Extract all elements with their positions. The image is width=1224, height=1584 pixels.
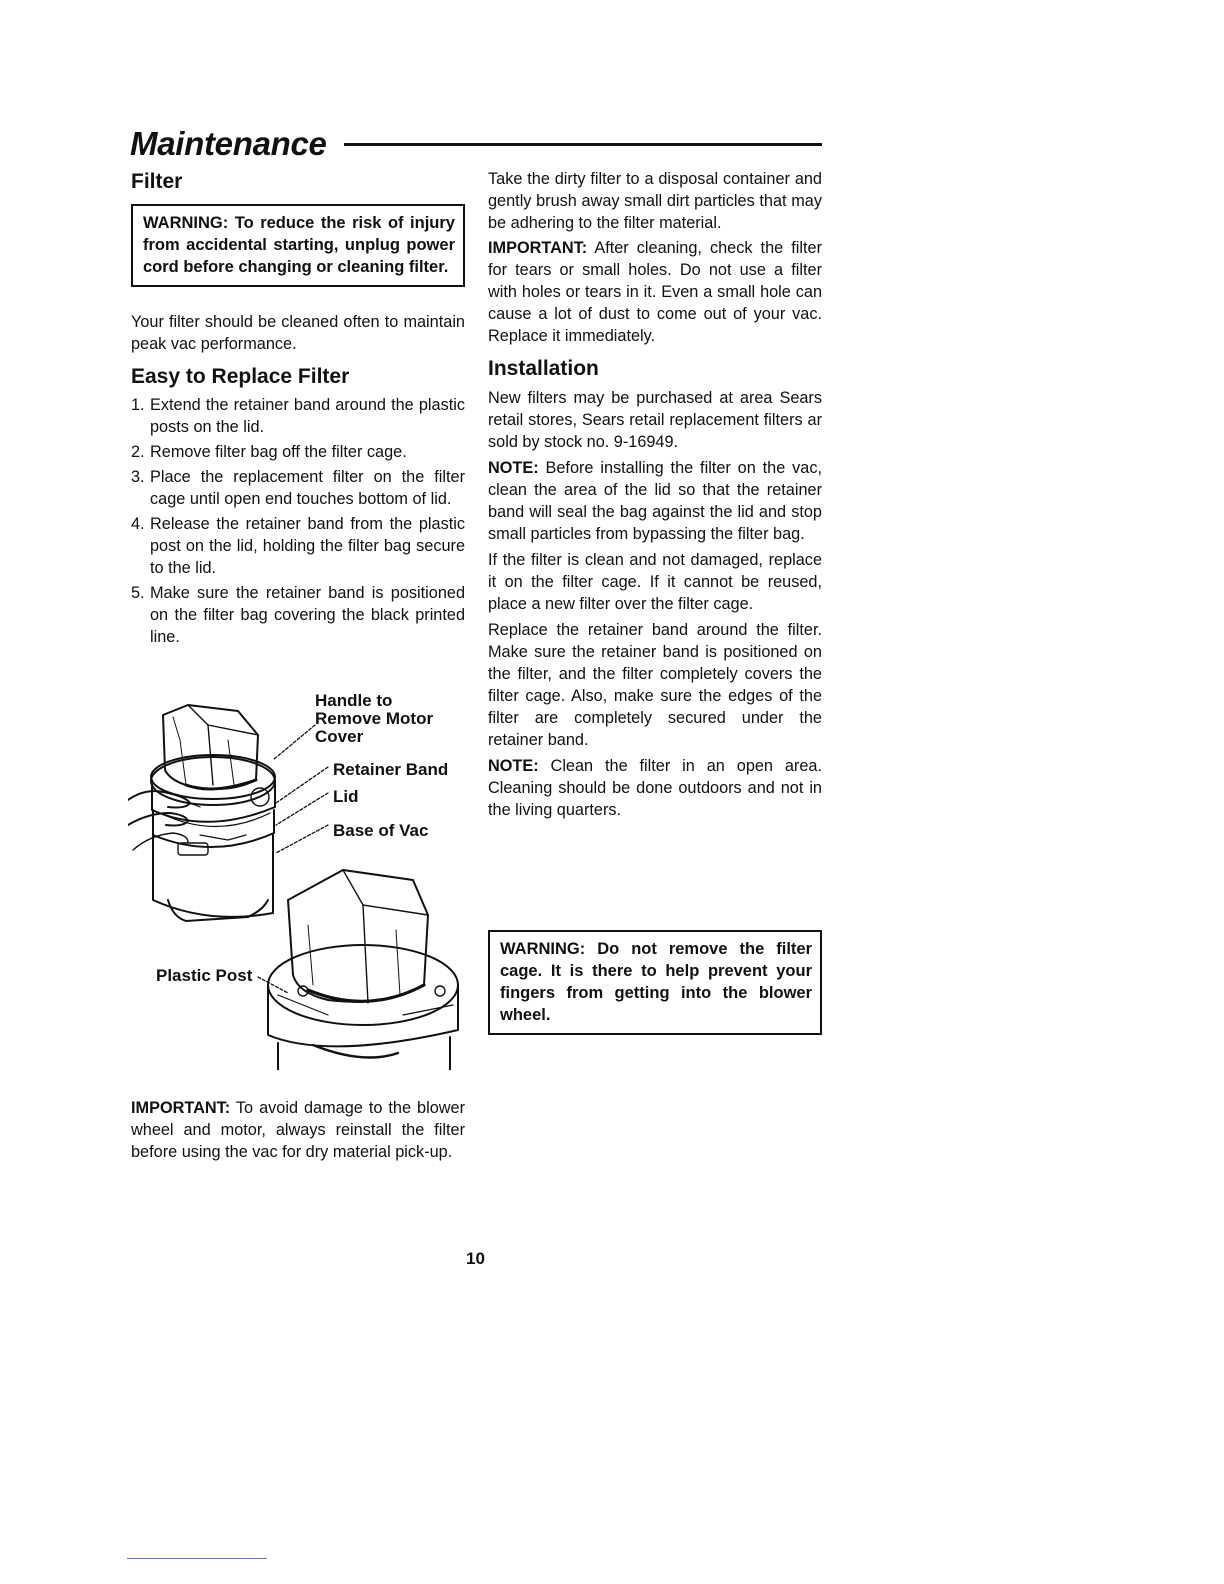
callout-leader-lines [258,725,328,993]
title-rule [344,143,822,146]
list-item [131,582,465,648]
step-number: 5. [131,584,145,602]
label-handle [315,692,433,746]
filter-intro-text: Your filter should be cleaned often to maintain peak vac performance. [131,313,465,353]
easy-replace-section [131,364,465,651]
label-retainer-band: Retainer Band [333,760,449,779]
important-label: IMPORTANT: [488,239,588,257]
page-number: 10 [466,1249,485,1268]
note-label: NOTE: [488,459,539,477]
lower-vac-drawing [268,870,458,1070]
page-title: Maintenance [130,125,327,162]
filter-intro [131,311,465,355]
step-number: 4. [131,515,145,533]
list-item [131,394,465,438]
important-label: IMPORTANT: [131,1099,231,1117]
list-item [131,466,465,510]
note-text-2 [488,755,822,821]
label-handle-line-2: Remove Motor [315,709,434,728]
step-number: 2. [131,443,145,461]
replace-band-text: Replace the retainer band around the filter. Make sure the retainer band is positioned on the filter, and the filter completely covers the filter cage. Also, make sure the edges of the filter are completely secured under the retainer band. [488,621,822,749]
important-left-text [131,1097,465,1163]
clean-filter-text: If the filter is clean and not damaged, replace it on the filter cage. If it cannot be reused, place a new filter over the filter cage. [488,551,822,613]
title-row [130,124,822,168]
installation-heading: Installation [488,357,599,380]
label-base-of-vac: Base of Vac [333,821,429,840]
note-label: NOTE: [488,757,539,775]
step-text: Remove filter bag off the filter cage. [150,443,407,461]
important-left [131,1097,465,1163]
label-handle-line-3: Cover [315,727,364,746]
upper-vac-drawing [128,705,275,921]
label-plastic-post: Plastic Post [156,966,253,985]
list-item [131,441,465,463]
list-item [131,513,465,579]
replace-steps-list [131,394,465,648]
footer-rule [127,1558,267,1559]
important-body: After cleaning, check the filter for tears or small holes. Do not use a filter with holes or tears in it. Even a small hole can cause a lot of dust to come out of your vac. Replace it immediately. [488,239,822,345]
filter-heading: Filter [131,170,183,193]
right-column [488,168,822,821]
note-text-1 [488,457,822,545]
step-text: Extend the retainer band around the plastic posts on the lid. [150,396,465,436]
step-text: Release the retainer band from the plastic post on the lid, holding the filter bag secure to the lid. [150,515,465,577]
step-number: 1. [131,396,145,414]
filter-warning-box [131,204,465,287]
note-body: Before installing the filter on the vac, clean the area of the lid so that the retainer band will seal the bag against the lid and stop small particles from bypassing the filter bag. [488,459,822,543]
dirty-filter-text: Take the dirty filter to a disposal container and gently brush away small dirt particles that may be adhering to the filter material. [488,170,822,232]
filter-heading-block [131,169,465,195]
cage-warning-box [488,930,822,1035]
label-handle-line-1: Handle to [315,691,393,710]
label-lid: Lid [333,787,359,806]
step-text: Make sure the retainer band is positioned on the filter bag covering the black printed line. [150,584,465,646]
step-number: 3. [131,468,145,486]
filter-warning-text: WARNING: To reduce the risk of injury from accidental starting, unplug power cord before changing or cleaning filter. [131,204,465,287]
important-body: To avoid damage to the blower wheel and motor, always reinstall the filter before using the vac for dry material pick-up. [131,1099,465,1161]
easy-replace-heading: Easy to Replace Filter [131,365,350,388]
cage-warning-text: WARNING: Do not remove the filter cage. It is there to help prevent your fingers from getting into the blower wheel. [488,930,822,1035]
step-text: Place the replacement filter on the filter cage until open end touches bottom of lid. [150,468,465,508]
important-right-text [488,237,822,347]
note-body: Clean the filter in an open area. Cleaning should be done outdoors and not in the living quarters. [488,757,822,819]
install-text: New filters may be purchased at area Sears retail stores, Sears retail replacement filters ar sold by stock no. 9-16949. [488,389,822,451]
